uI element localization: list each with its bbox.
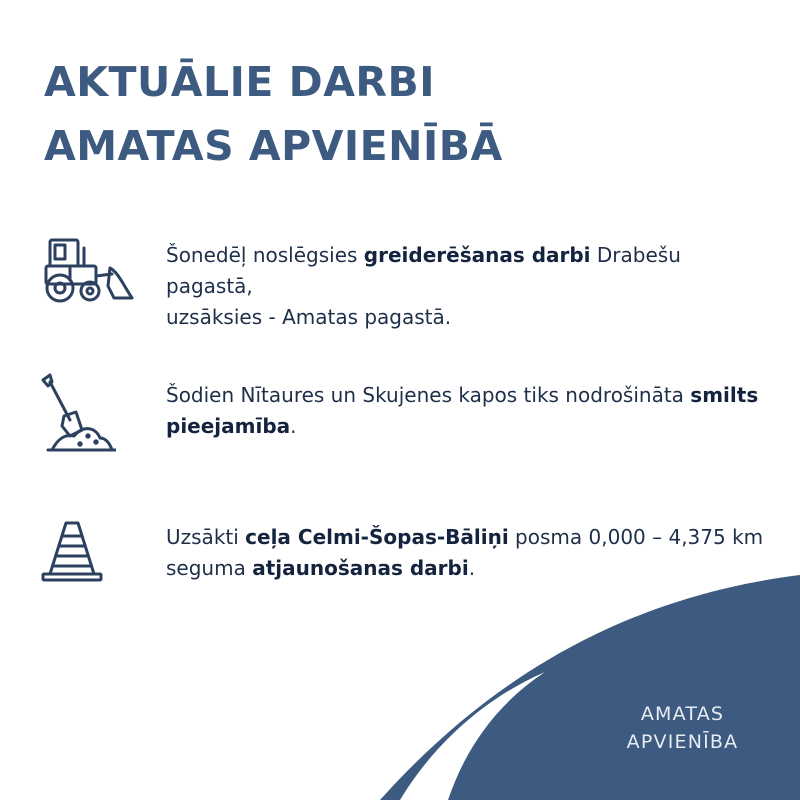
brand-logo-text xyxy=(600,700,765,756)
brand-line-2: APVIENĪBA xyxy=(626,731,739,753)
shovel-sand-icon xyxy=(40,372,116,454)
title-line-1: AKTUĀLIE DARBI xyxy=(44,58,435,106)
title-line-2: AMATAS APVIENĪBĀ xyxy=(44,122,503,170)
brand-line-1: AMATAS xyxy=(640,703,725,725)
news-text: Šodien Nītaures un Skujenes kapos tiks nodrošināta smilts pieejamība. xyxy=(166,383,759,438)
news-text: Šonedēļ noslēgsies greiderēšanas darbi Drabešu pagastā, uzsāksies - Amatas pagastā. xyxy=(166,243,681,329)
tractor-icon xyxy=(40,236,140,308)
traffic-cone-icon xyxy=(40,520,104,584)
news-text: Uzsākti ceļa Celmi-Šopas-Bāliņi posma 0,000 – 4,375 km seguma atjaunošanas darbi. xyxy=(166,525,764,580)
page-title xyxy=(44,50,503,178)
